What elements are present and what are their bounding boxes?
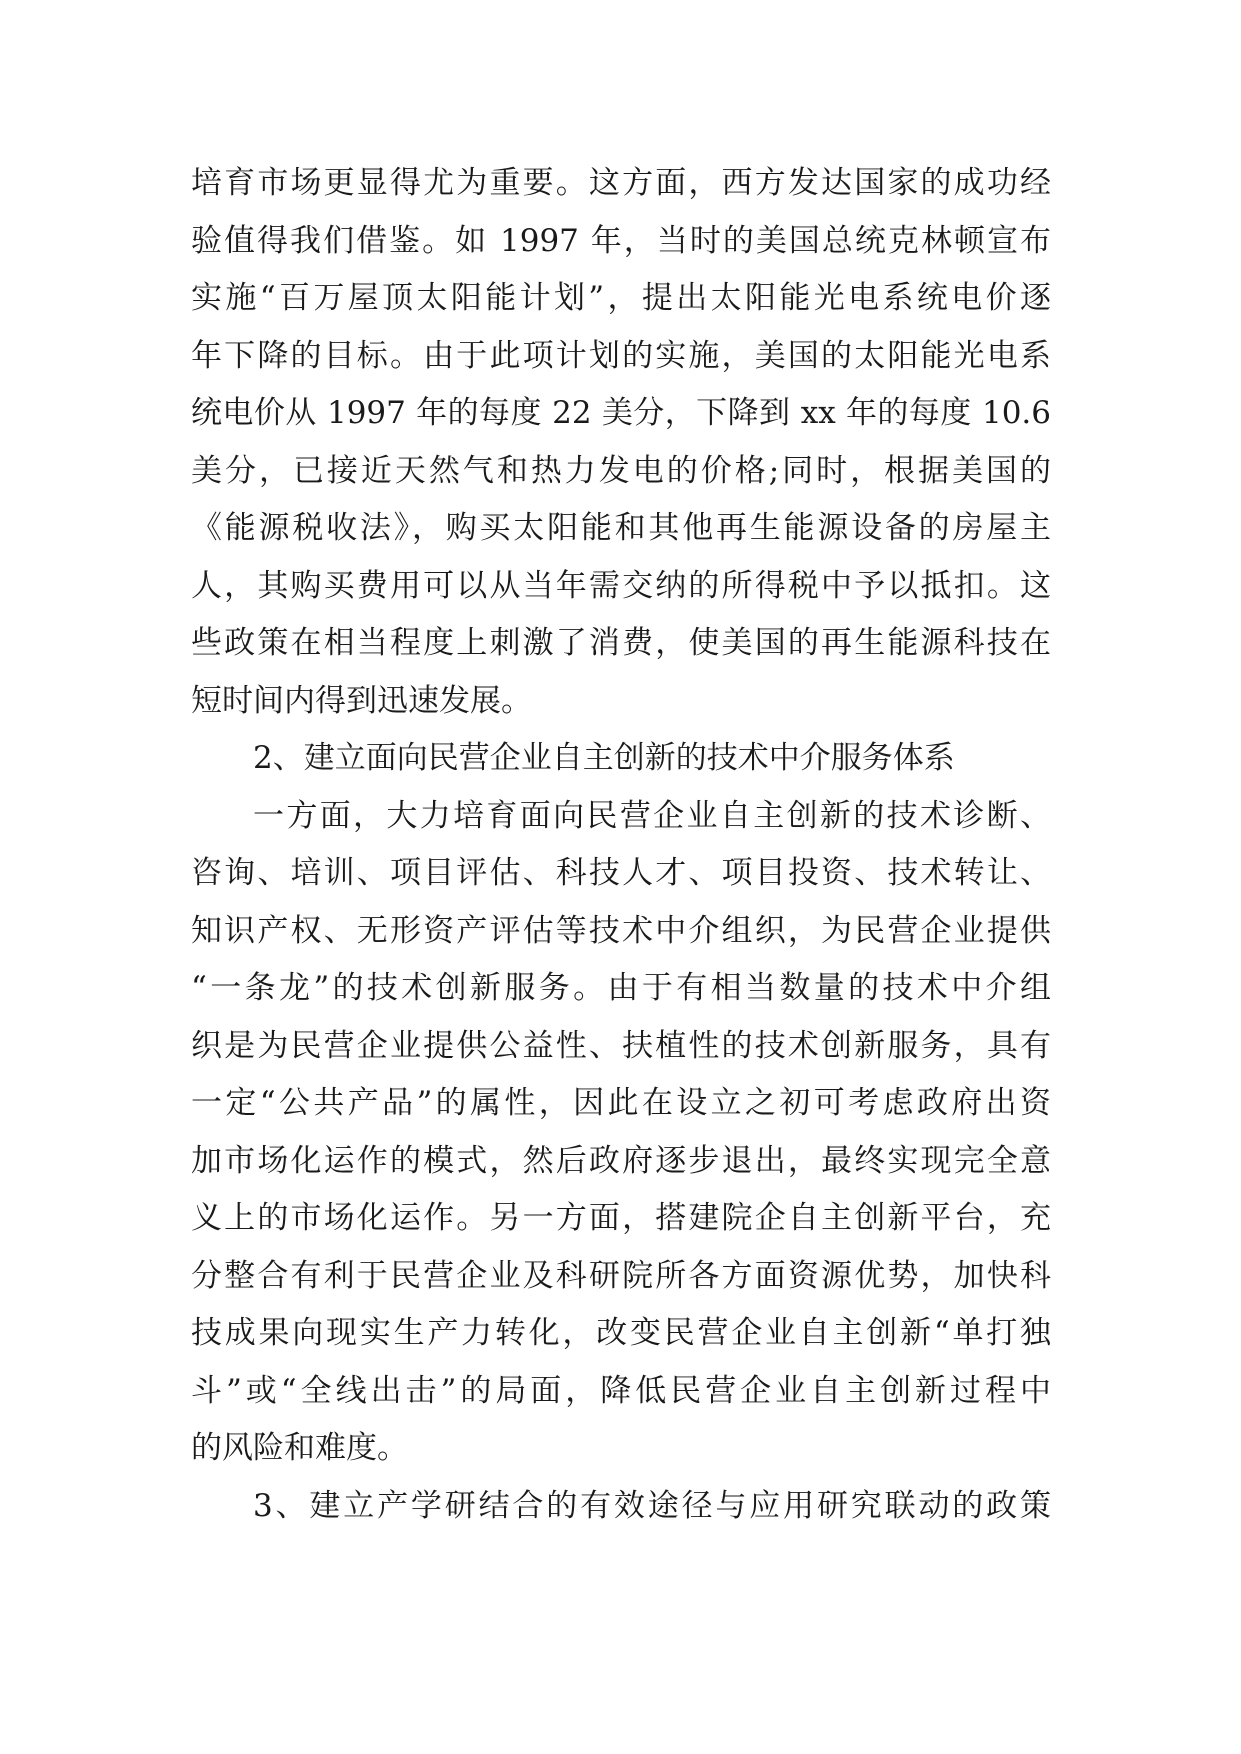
text-line: 的风险和难度。: [191, 1430, 408, 1466]
text-line: “一条龙”的技术创新服务。由于有相当数量的技术中介组: [191, 970, 1051, 1006]
text-line: 一定“公共产品”的属性，因此在设立之初可考虑政府出资: [191, 1085, 1051, 1121]
document-body: [191, 155, 1051, 1535]
text-line: 加市场化运作的模式，然后政府逐步退出，最终实现完全意: [191, 1142, 1051, 1179]
text-line: 短时间内得到迅速发展。: [191, 682, 532, 719]
text-line: 统电价从 1997 年的每度 22 美分，下降到 xx 年的每度 10.6: [191, 395, 1051, 431]
text-line: 验值得我们借鉴。如 1997 年，当时的美国总统克林顿宣布: [191, 222, 1051, 259]
section-heading-2: 2、建立面向民营企业自主创新的技术中介服务体系: [253, 740, 955, 776]
section-heading-3: 3、建立产学研结合的有效途径与应用研究联动的政策: [253, 1487, 1051, 1524]
text-line: 义上的市场化运作。另一方面，搭建院企自主创新平台，充: [191, 1200, 1051, 1236]
text-line: 美分，已接近天然气和热力发电的价格;同时，根据美国的: [191, 452, 1051, 489]
text-line: 斗”或“全线出击”的局面，降低民营企业自主创新过程中: [191, 1372, 1051, 1409]
text-line: 一方面，大力培育面向民营企业自主创新的技术诊断、: [253, 797, 1051, 834]
text-line: 《能源税收法》，购买太阳能和其他再生能源设备的房屋主: [191, 510, 1051, 546]
text-line: 人，其购买费用可以从当年需交纳的所得税中予以抵扣。这: [191, 567, 1051, 604]
text-line: 实施“百万屋顶太阳能计划”，提出太阳能光电系统电价逐: [191, 280, 1051, 316]
text-line: 培育市场更显得尤为重要。这方面，西方发达国家的成功经: [191, 165, 1051, 201]
text-line: 咨询、培训、项目评估、科技人才、项目投资、技术转让、: [191, 855, 1051, 891]
text-line: 年下降的目标。由于此项计划的实施，美国的太阳能光电系: [191, 337, 1051, 374]
text-line: 知识产权、无形资产评估等技术中介组织，为民营企业提供: [191, 912, 1051, 949]
text-line: 技成果向现实生产力转化，改变民营企业自主创新“单打独: [191, 1315, 1051, 1351]
text-line: 分整合有利于民营企业及科研院所各方面资源优势，加快科: [191, 1257, 1051, 1294]
text-line: 些政策在相当程度上刺激了消费，使美国的再生能源科技在: [191, 625, 1051, 661]
text-line: 织是为民营企业提供公益性、扶植性的技术创新服务，具有: [191, 1027, 1051, 1064]
